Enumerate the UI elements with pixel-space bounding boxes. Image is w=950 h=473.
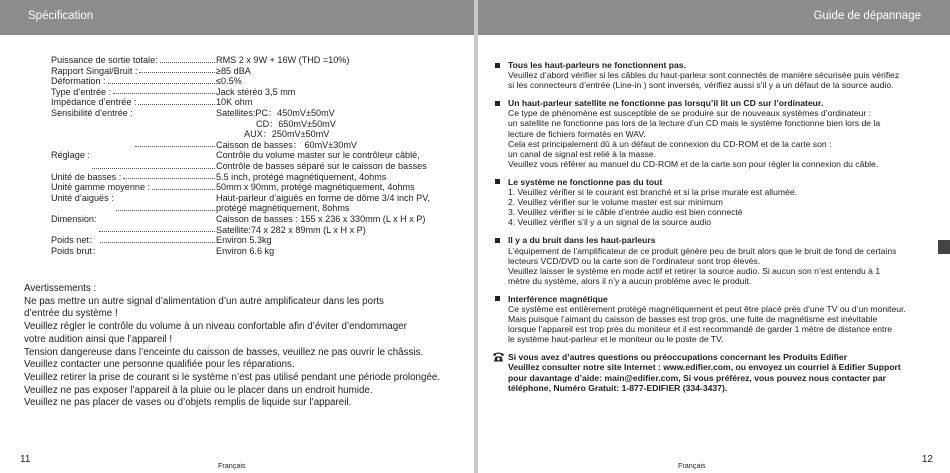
spec-label: Impédance d’entrée : [51, 97, 137, 108]
item-line: lecteurs VCD/DVD ou la carte son de l’ordinateur sont trop élevés. [508, 255, 761, 266]
square-bullet-icon [495, 296, 500, 301]
warnings-section [24, 283, 464, 410]
item-line: Mais puisque l’aimant du caisson de basses est trop gros, une fuite de magnétisme est inévitable [508, 314, 878, 325]
spec-row [51, 182, 456, 193]
item-title: Tous les haut-parleurs ne fonctionnent pas. [508, 60, 686, 70]
warning-line: Veuillez ne pas placer de vases ou d’objets remplis de liquide sur l’appareil. [24, 397, 352, 409]
troubleshooting-item [492, 177, 942, 227]
spec-value: AUX：250mV±50mV [244, 129, 330, 140]
item-line: mètre du système, alors il n’y a aucun problème avec le produit. [508, 275, 752, 286]
spec-value: protégé magnétiquement, 8ohms [216, 203, 350, 214]
spec-label: Type d’entrée : [51, 86, 112, 97]
square-bullet-icon [495, 238, 500, 243]
item-line: Ce système est entièrement protégé magnétiquement et peut être placé près d’une TV ou d’un moniteur. [508, 303, 906, 314]
warning-line: Ne pas mettre un autre signal d’alimentation d’un autre amplificateur dans les ports [24, 295, 384, 307]
item-line: lorsque l’appareil est trop près du moniteur et il est recommandé de garder 1 mètre de distance entre [508, 324, 893, 335]
spec-value: ≤0.5% [216, 76, 242, 87]
item-line: un satellite ne fonctionne pas lors de la lecture d’un CD mais le système fonctionne bien lors de la [508, 118, 881, 129]
spec-value: 10K ohm [216, 97, 253, 108]
item-line: 1. Veuillez vérifier si le courant est branché et si la prise murale est allumée. [508, 187, 797, 198]
warning-line: d’entrée du système ! [24, 308, 118, 320]
spec-row [51, 97, 456, 108]
spec-label: Dimension: [51, 213, 97, 224]
contact-line: Si vous avez d’autres questions ou préoccupations concernant les Produits Edifier [508, 352, 848, 363]
item-line: L’équipement de l’amplificateur de ce produit génère peu de bruit alors que le bruit de fond de certains [508, 245, 897, 256]
spec-row [51, 55, 456, 66]
spec-label: Unité d’aiguës : [51, 192, 114, 203]
spec-value: Jack stéréo 3,5 mm [216, 86, 296, 97]
item-line: Cela est principalement dû à un défaut de connexion du CD-ROM et de la carte son : [508, 138, 832, 149]
spec-value: RMS 2 x 9W + 16W (THD =10%) [216, 55, 350, 65]
spec-value: CD：650mV±50mV [256, 118, 336, 129]
warning-line: Veuillez ne pas exposer l’appareil à la pluie ou le placer dans un endroit humide. [24, 384, 373, 396]
square-bullet-icon [495, 101, 500, 106]
item-title: Un haut-parleur satellite ne fonctionne pas lorsqu’il lit un CD sur l’ordinateur. [508, 98, 824, 109]
contact-line: téléphone, Numéro Gratuit: 1-877-EDIFIER (334-3437). [508, 382, 728, 393]
spec-value: Environ 6.6 kg [216, 245, 275, 256]
spec-value: 50mm x 90mm, protégé magnétiquement, 4ohms [216, 182, 415, 193]
troubleshooting-list [492, 60, 942, 393]
spec-label: Réglage : [51, 150, 90, 161]
language-label: Français [218, 461, 246, 470]
troubleshooting-item [492, 98, 942, 169]
item-line: si les connecteurs d’entrée (Line-in ) sont inversés, vérifiez aussi s’il y a un défaut de la source audio. [508, 80, 894, 91]
spec-value: Environ 5.3kg [216, 235, 272, 246]
spec-label: Puissance de sortie totale: [51, 55, 158, 65]
language-label: Français [678, 461, 706, 470]
spec-label: Déformation : [51, 76, 106, 87]
item-title: Il y a du bruit dans les haut-parleurs [508, 235, 656, 246]
page-number: 11 [20, 454, 31, 465]
warning-line: Veuillez contacter une personne qualifiée pour les réparations. [24, 359, 295, 371]
spec-value: Contrôle du volume master sur le contrôleur câblé, [216, 150, 420, 161]
troubleshooting-item [492, 60, 942, 90]
left-header-bar [0, 0, 474, 35]
spec-row [51, 150, 456, 171]
spec-label: Poids net： [51, 235, 99, 246]
contact-line: pour davantage d’aide: main@edifier.com, Si vous préférez, vous pouvez nous contacter par [508, 372, 887, 383]
section-tab-marker [938, 240, 950, 254]
item-line: 2. Veuillez vérifier sur le volume master est sur minimum [508, 197, 723, 208]
item-line: Veuillez laisser le système en mode actif et retirer la source audio. Si aucun son n’est entendu à 1 [508, 265, 881, 276]
spec-row [51, 66, 456, 77]
spec-value: Satellites:PC：450mV±50mV [216, 107, 335, 118]
left-page [0, 0, 474, 473]
item-title: Interférence magnétique [508, 293, 608, 304]
warning-line: votre audition ainsi que l’appareil ! [24, 333, 173, 345]
item-line: Veuillez vous référer au manuel du CD-ROM et de la carte son pour régler la connexion du câble. [508, 158, 879, 169]
spec-value: Satellite:74 x 282 x 89mm (L x H x P) [216, 224, 366, 235]
spec-label: Unité de basses : [51, 171, 122, 182]
warnings-title: Avertissements : [24, 283, 97, 294]
spec-row [51, 235, 456, 246]
spec-value: Contrôle de basses séparé sur le caisson de basses [216, 160, 427, 171]
spec-label: Rapport Singal/Bruit : [51, 65, 138, 76]
warning-line: Veuillez retirer la prise de courant si le système n’est pas utilisé pendant une période prolongée. [24, 371, 441, 383]
spec-label: Poids brut： [51, 245, 102, 256]
warning-line: Veuillez régler le contrôle du volume à un niveau confortable afin d’éviter d’endommager [24, 321, 407, 333]
square-bullet-icon [495, 179, 500, 184]
contact-line: Veuillez consulter notre site Internet : www.edifier.com, ou envoyez un courriel à Edifier Support [508, 362, 901, 373]
item-line: Veuillez d’abord vérifier si les câbles du haut-parleur sont connectés de manière sécurisée puis vérifiez [508, 70, 900, 81]
page-number: 12 [921, 454, 933, 465]
item-line: le système haut-parleur et le moniteur ou le poste de TV. [508, 334, 724, 345]
item-line: un canal de signal est relié à la masse. [508, 148, 657, 159]
right-page [478, 0, 950, 473]
troubleshooting-item [492, 294, 942, 344]
spec-row [51, 172, 456, 183]
item-line: Ce type de phénomène est susceptible de se produire sur de nouveaux systèmes d’ordinateur : [508, 108, 872, 119]
spec-label: Unité gamme moyenne : [51, 182, 151, 193]
item-line: 3. Veuillez vérifier si le câble d’entrée audio est bien connecté [508, 207, 743, 218]
spec-label: Sensibilité d’entrée : [51, 107, 133, 118]
spec-value: Haut-parleur d’aiguës en forme de dôme 3/4 inch PV, [216, 192, 431, 203]
spec-row [51, 214, 456, 235]
spec-row [51, 108, 456, 150]
telephone-icon [492, 351, 505, 362]
spec-row [51, 193, 456, 214]
spec-value: ≥85 dBA [216, 65, 251, 76]
specification-table [51, 55, 456, 256]
right-header-bar [478, 0, 950, 35]
spec-value: Caisson de basses： 60mV±30mV [216, 139, 357, 150]
item-title: Le système ne fonctionne pas du tout [508, 176, 663, 187]
spec-row [51, 246, 456, 257]
warning-line: Tension dangereuse dans l’enceinte du caisson de basses, veuillez ne pas ouvrir le châssis. [24, 346, 424, 358]
left-header-title: Spécification [28, 10, 94, 22]
contact-section [492, 352, 942, 392]
spec-value: Caisson de basses : 155 x 236 x 330mm (L x H x P) [216, 213, 426, 224]
right-header-title: Guide de dépannage [813, 10, 921, 22]
spec-value: 5.5 inch, protégé magnétiquement, 4ohms [216, 171, 387, 182]
item-line: lecture de fichiers formatés en WAV. [508, 128, 646, 139]
square-bullet-icon [495, 63, 500, 68]
spec-row [51, 87, 456, 98]
troubleshooting-item [492, 235, 942, 285]
spec-row [51, 76, 456, 87]
item-line: 4. Veuillez vérifier s’il y a un signal de la source audio [508, 217, 712, 228]
